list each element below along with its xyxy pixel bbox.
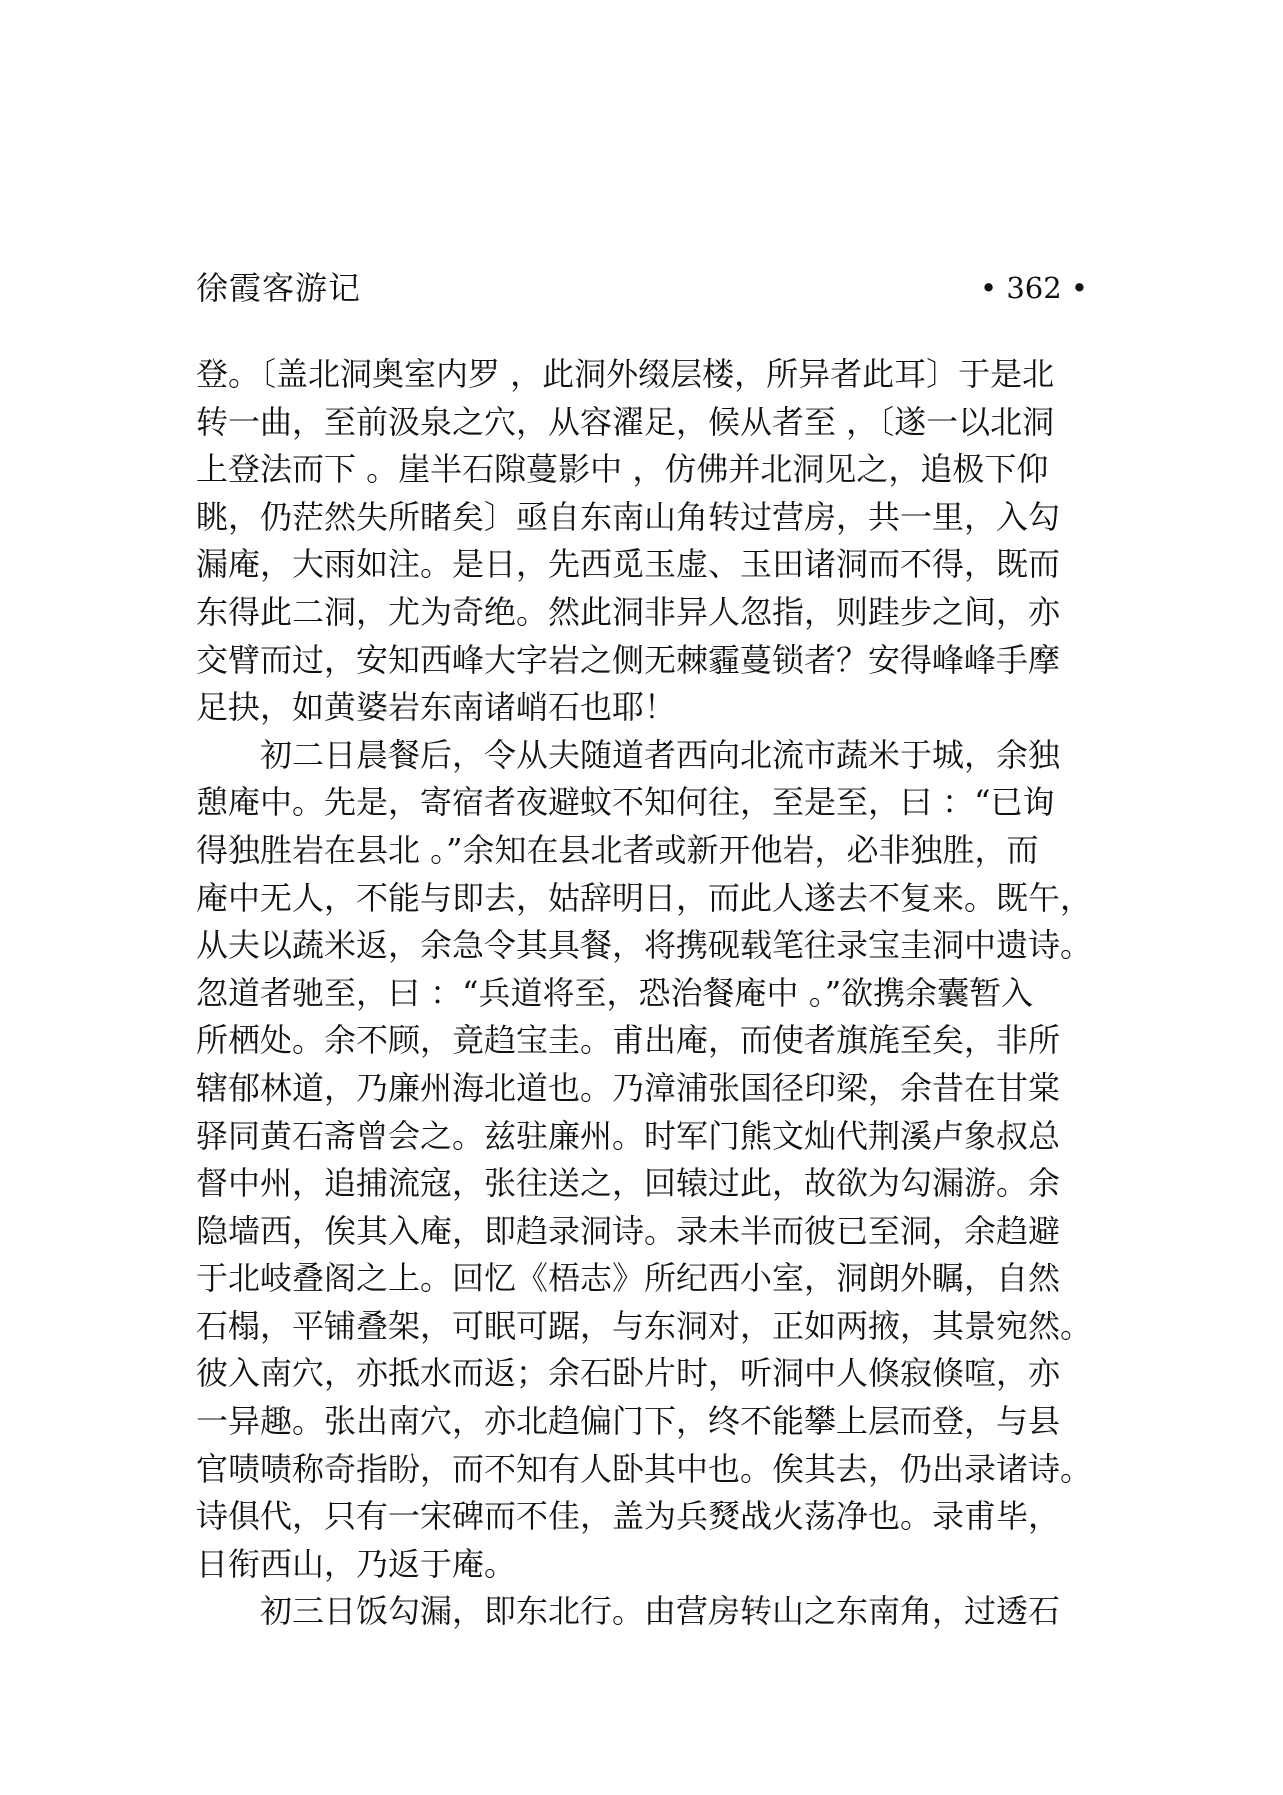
- text-line: 初三日饭勾漏，即东北行。由营房转山之东南角，过透石: [260, 1592, 1061, 1631]
- text-line: 驿同黄石斋曾会之。兹驻廉州。时军门熊文灿代荆溪卢象叔总: [196, 1116, 1061, 1155]
- text-line: 得独胜岩在县北 。”余知在县北者或新开他岩，必非独胜，而: [196, 830, 1039, 869]
- text-line: 隐墙西，俟其入庵，即趋录洞诗。录未半而彼已至洞，余趋避: [196, 1211, 1061, 1250]
- text-line: 眺，仍茫然失所睹矣〕亟自东南山角转过营房，共一里，入勾: [196, 497, 1061, 536]
- text-line: 日衔西山，乃返于庵。: [196, 1544, 517, 1583]
- text-line: 官啧啧称奇指盼，而不知有人卧其中也。俟其去，仍出录诸诗。: [196, 1449, 1093, 1488]
- text-line: 初二日晨餐后，令从夫随道者西向北流市蔬米于城，余独: [260, 735, 1061, 774]
- text-line: 漏庵，大雨如注。是日，先西觅玉虚、玉田诸洞而不得，既而: [196, 545, 1061, 584]
- text-line: 庵中无人，不能与即去，姑辞明日，而此人遂去不复来。既午，: [196, 878, 1093, 917]
- text-line: 足抉，如黄婆岩东南诸峭石也耶！: [196, 688, 677, 727]
- text-line: 石榻，平铺叠架，可眠可踞，与东洞对，正如两掖，其景宛然。: [196, 1306, 1093, 1345]
- body-text: [196, 351, 1106, 1636]
- text-line: 诗俱代，只有一宋碑而不佳，盖为兵燹战火荡净也。录甫毕，: [196, 1497, 1061, 1536]
- text-line: 于北岐叠阁之上。回忆《梧志》所纪西小室，洞朗外瞩，自然: [196, 1259, 1061, 1298]
- book-title: 徐霞客游记: [196, 269, 362, 307]
- text-line: 忽道者驰至，曰 ：“兵道将至，恐治餐庵中 。”欲携余囊暂入: [196, 973, 1034, 1012]
- text-line: 彼入南穴，亦抵水而返；余石卧片时，听洞中人倏寂倏喧，亦: [196, 1354, 1061, 1393]
- text-line: 憩庵中。先是，寄宿者夜避蚊不知何往，至是至，曰 ：“已询: [196, 783, 1055, 822]
- text-line: 登。〔盖北洞奥室内罗 ，此洞外缀层楼，所异者此耳〕于是北: [196, 355, 1055, 393]
- running-header: [196, 262, 1088, 314]
- text-line: 所栖处。余不顾，竟趋宝圭。甫出庵，而使者旗旄至矣，非所: [196, 1021, 1061, 1060]
- text-line: 东得此二洞，尤为奇绝。然此洞非异人忽指，则跬步之间，亦: [196, 592, 1061, 631]
- text-line: 督中州，追捕流寇，张往送之，回辕过此，故欲为勾漏游。余: [196, 1164, 1061, 1203]
- text-line: 交臂而过，安知西峰大字岩之侧无棘霾蔓锁者？安得峰峰手摩: [196, 640, 1061, 679]
- text-line: 辖郁林道，乃廉州海北道也。乃漳浦张国径印梁，余昔在甘棠: [196, 1068, 1061, 1107]
- text-line: 转一曲，至前汲泉之穴，从容濯足，候从者至 ，〔遂一以北洞: [196, 402, 1055, 441]
- text-line: 一异趣。张出南穴，亦北趋偏门下，终不能攀上层而登，与县: [196, 1402, 1061, 1441]
- text-line: 从夫以蔬米返，余急令其具餐，将携砚载笔往录宝圭洞中遗诗。: [196, 926, 1093, 965]
- page-number: • 362 •: [980, 271, 1088, 305]
- text-line: 上登法而下 。崖半石隙蔓影中 ，仿佛并北洞见之，追极下仰: [196, 450, 1049, 489]
